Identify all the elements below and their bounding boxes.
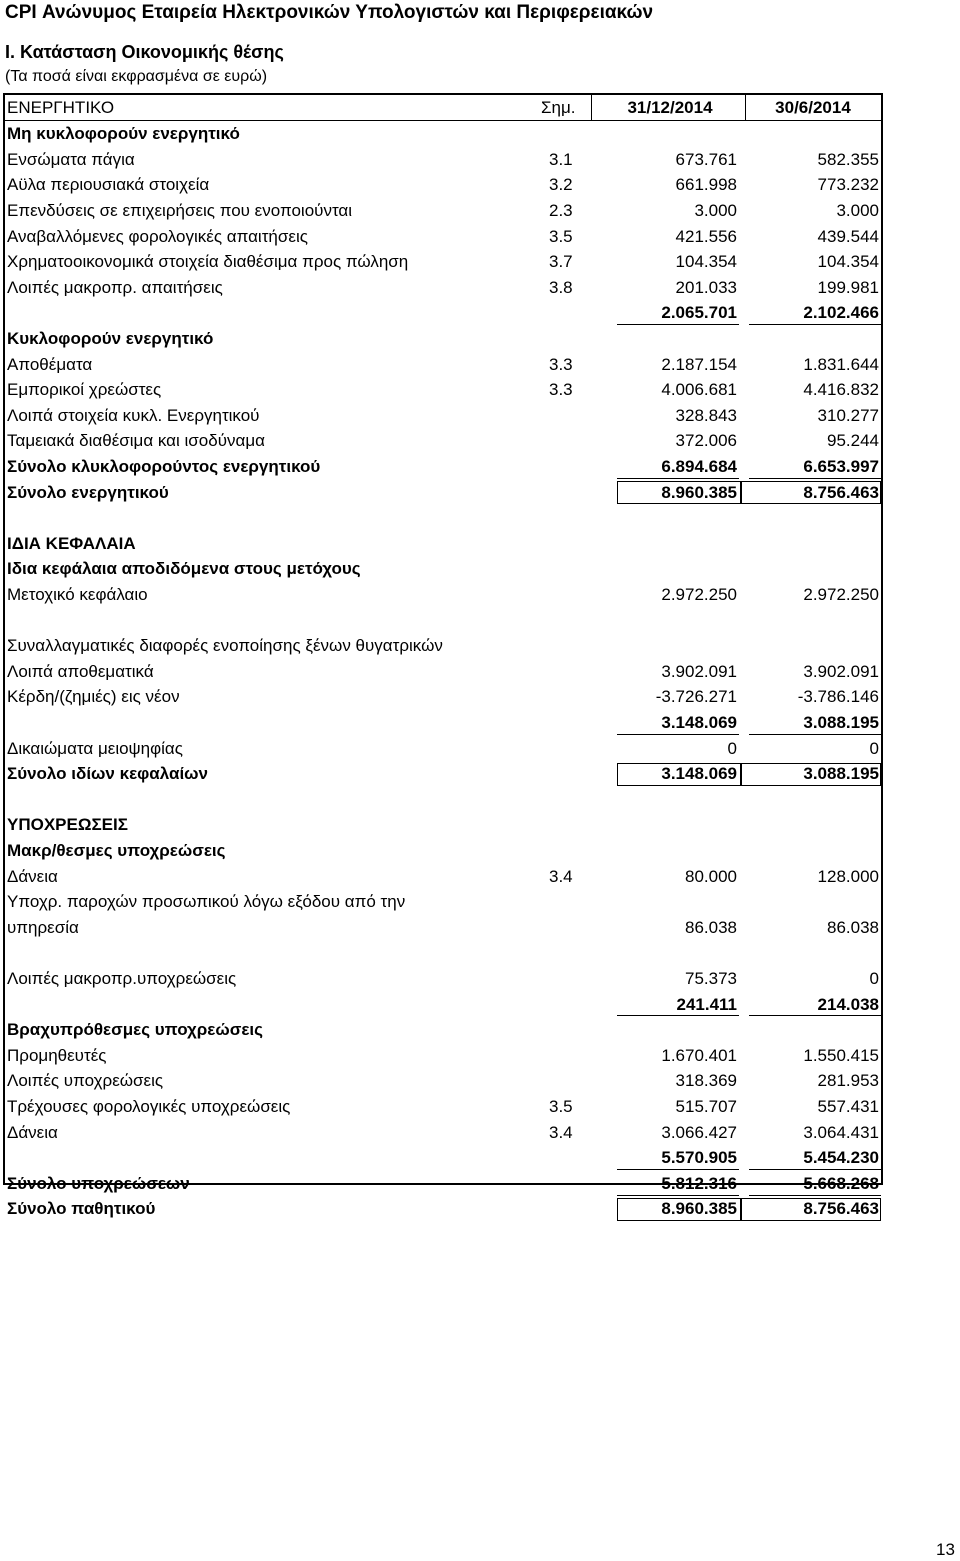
table-row xyxy=(5,250,881,276)
table-row xyxy=(5,224,881,250)
row-label xyxy=(7,710,547,736)
table-row xyxy=(5,1018,881,1044)
row-label: Σύνολο κλυκλοφορούντος ενεργητικού xyxy=(7,457,321,477)
total-underline xyxy=(749,1015,881,1016)
row-value-2014-06-30: 4.416.832 xyxy=(803,380,879,400)
row-label: Σύνολο ενεργητικού xyxy=(7,482,169,502)
table-row xyxy=(5,1094,881,1120)
table-row xyxy=(5,966,881,992)
row-label: Χρηματοοικονομικά στοιχεία διαθέσιμα προς πώληση xyxy=(7,252,409,272)
row-value-2014-06-30 xyxy=(749,813,879,839)
table-row xyxy=(5,838,881,864)
row-value-2014-06-30: 5.454.230 xyxy=(803,1148,879,1168)
total-box xyxy=(741,763,881,787)
row-value-2014-06-30 xyxy=(749,1018,879,1044)
row-value-2014-06-30 xyxy=(749,941,879,967)
row-label: Τρέχουσες φορολογικές υποχρεώσεις xyxy=(7,1097,291,1117)
row-value-2014-12-31: 8.960.385 xyxy=(661,1199,737,1219)
row-value-2014-06-30 xyxy=(749,890,879,916)
row-note: 3.5 xyxy=(549,226,573,246)
total-box xyxy=(617,763,741,787)
row-value-2014-12-31: 80.000 xyxy=(685,866,737,886)
row-value-2014-12-31: 104.354 xyxy=(675,252,737,272)
row-value-2014-12-31: 5.570.905 xyxy=(661,1148,737,1168)
table-row xyxy=(5,736,881,762)
total-box xyxy=(741,481,881,505)
table-row xyxy=(5,864,881,890)
row-note: 3.4 xyxy=(549,866,573,886)
row-label: Προμηθευτές xyxy=(7,1045,107,1065)
row-value-2014-06-30: 2.972.250 xyxy=(803,585,879,605)
total-box xyxy=(617,1198,741,1222)
row-value-2014-06-30: 0 xyxy=(869,738,879,758)
table-row xyxy=(5,890,881,916)
table-row xyxy=(5,659,881,685)
table-row xyxy=(5,1146,881,1172)
table-row xyxy=(5,429,881,455)
table-row xyxy=(5,787,881,813)
row-label: Μετοχικό κεφάλαιο xyxy=(7,585,148,605)
row-label: Λοιπές μακροπρ. απαιτήσεις xyxy=(7,277,223,297)
row-value-2014-06-30: 1.550.415 xyxy=(803,1045,879,1065)
row-value-2014-12-31: 75.373 xyxy=(685,969,737,989)
table-row xyxy=(5,710,881,736)
row-value-2014-06-30: 86.038 xyxy=(827,917,879,937)
row-value-2014-06-30: 3.902.091 xyxy=(803,661,879,681)
row-value-2014-12-31: 5.812.316 xyxy=(661,1173,737,1193)
row-value-2014-12-31: 515.707 xyxy=(675,1097,737,1117)
total-underline xyxy=(617,734,739,735)
row-value-2014-12-31: 1.670.401 xyxy=(661,1045,737,1065)
row-value-2014-12-31: 241.411 xyxy=(676,994,737,1014)
row-value-2014-06-30: 2.102.466 xyxy=(803,303,879,323)
row-value-2014-12-31 xyxy=(593,941,737,967)
row-label: Υποχρ. παροχών προσωπικού λόγω εξόδου από την xyxy=(7,892,406,912)
row-label: Ταμειακά διαθέσιμα και ισοδύναμα xyxy=(7,431,265,451)
row-label xyxy=(7,992,547,1018)
row-label: Λοιπά αποθεματικά xyxy=(7,661,154,681)
row-label: Αναβαλλόμενες φορολογικές απαιτήσεις xyxy=(7,226,308,246)
row-value-2014-12-31: 86.038 xyxy=(685,917,737,937)
row-value-2014-06-30 xyxy=(749,122,879,148)
table-row xyxy=(5,173,881,199)
table-row xyxy=(5,198,881,224)
row-label: υπηρεσία xyxy=(7,917,79,937)
row-value-2014-12-31: 2.065.701 xyxy=(661,303,737,323)
total-underline xyxy=(617,324,739,325)
header-date-1: 31/12/2014 xyxy=(627,97,713,117)
row-value-2014-12-31 xyxy=(593,634,737,660)
table-row xyxy=(5,122,881,148)
row-value-2014-06-30: 8.756.463 xyxy=(803,482,879,502)
row-note: 3.3 xyxy=(549,354,573,374)
row-label: Σύνολο ιδίων κεφαλαίων xyxy=(7,764,208,784)
row-value-2014-12-31 xyxy=(593,890,737,916)
table-row xyxy=(5,480,881,506)
row-label: Σύνολο υποχρεώσεων xyxy=(7,1173,190,1193)
table-row xyxy=(5,506,881,532)
table-row xyxy=(5,403,881,429)
balance-sheet-table xyxy=(3,93,883,1219)
row-value-2014-06-30 xyxy=(749,531,879,557)
row-label: Λοιπές μακροπρ.υποχρεώσεις xyxy=(7,969,237,989)
row-value-2014-12-31: 4.006.681 xyxy=(661,380,737,400)
row-value-2014-12-31 xyxy=(593,608,737,634)
row-value-2014-12-31: 421.556 xyxy=(675,226,737,246)
row-value-2014-12-31: -3.726.271 xyxy=(655,687,737,707)
total-underline xyxy=(617,1015,739,1016)
row-value-2014-06-30 xyxy=(749,506,879,532)
row-label: Βραχυπρόθεσμες υποχρεώσεις xyxy=(7,1020,263,1040)
table-row xyxy=(5,915,881,941)
row-value-2014-06-30: 214.038 xyxy=(817,994,879,1014)
row-value-2014-12-31: 661.998 xyxy=(675,175,737,195)
table-row xyxy=(5,1043,881,1069)
table-row xyxy=(5,531,881,557)
row-value-2014-06-30 xyxy=(749,787,879,813)
total-underline xyxy=(749,734,881,735)
row-value-2014-12-31: 2.187.154 xyxy=(661,354,737,374)
row-value-2014-06-30: 310.277 xyxy=(817,405,879,425)
table-row xyxy=(5,762,881,788)
row-value-2014-06-30: 128.000 xyxy=(817,866,879,886)
row-value-2014-06-30: 8.756.463 xyxy=(803,1199,879,1219)
row-value-2014-06-30: 3.000 xyxy=(836,201,879,221)
row-value-2014-06-30: 557.431 xyxy=(817,1097,879,1117)
row-value-2014-12-31 xyxy=(593,1018,737,1044)
total-underline xyxy=(617,478,739,479)
table-row xyxy=(5,1171,881,1197)
row-label xyxy=(7,506,547,532)
row-label: Δάνεια xyxy=(7,866,58,886)
row-value-2014-12-31 xyxy=(593,557,737,583)
document-title: CPI Ανώνυμος Εταιρεία Ηλεκτρονικών Υπολογιστών και Περιφερειακών xyxy=(5,2,654,23)
total-underline xyxy=(749,324,881,325)
total-underline xyxy=(749,1169,881,1170)
row-value-2014-12-31 xyxy=(593,326,737,352)
row-value-2014-06-30: 95.244 xyxy=(827,431,879,451)
row-value-2014-06-30: 199.981 xyxy=(817,277,879,297)
row-label: Λοιπές υποχρεώσεις xyxy=(7,1071,164,1091)
row-label xyxy=(7,1146,547,1172)
total-underline xyxy=(617,1169,739,1170)
row-value-2014-12-31: 8.960.385 xyxy=(661,482,737,502)
table-row xyxy=(5,454,881,480)
row-note: 3.7 xyxy=(549,252,573,272)
header-note-label: Σημ. xyxy=(541,97,576,117)
currency-note: (Τα ποσά είναι εκφρασμένα σε ευρώ) xyxy=(5,68,268,85)
row-note: 3.1 xyxy=(549,149,573,169)
table-row xyxy=(5,941,881,967)
row-value-2014-06-30 xyxy=(749,608,879,634)
total-underline xyxy=(749,1195,881,1196)
row-value-2014-12-31: 3.000 xyxy=(694,201,737,221)
row-value-2014-06-30: 1.831.644 xyxy=(803,354,879,374)
table-row xyxy=(5,275,881,301)
row-value-2014-06-30 xyxy=(749,557,879,583)
row-note: 2.3 xyxy=(549,201,573,221)
row-label: Εμπορικοί χρεώστες xyxy=(7,380,162,400)
row-note: 3.4 xyxy=(549,1122,573,1142)
total-box xyxy=(741,1198,881,1222)
row-value-2014-06-30: 104.354 xyxy=(817,252,879,272)
table-row xyxy=(5,301,881,327)
row-value-2014-12-31: 372.006 xyxy=(675,431,737,451)
row-label: Κυκλοφορούν ενεργητικό xyxy=(7,329,214,349)
row-value-2014-06-30 xyxy=(749,634,879,660)
row-value-2014-12-31: 3.148.069 xyxy=(661,764,737,784)
row-value-2014-06-30 xyxy=(749,326,879,352)
row-value-2014-12-31 xyxy=(593,787,737,813)
row-value-2014-12-31: 318.369 xyxy=(675,1071,737,1091)
row-value-2014-12-31: 6.894.684 xyxy=(661,457,737,477)
row-note: 3.3 xyxy=(549,380,573,400)
table-header xyxy=(5,95,881,121)
table-row xyxy=(5,352,881,378)
table-row xyxy=(5,582,881,608)
row-label: Ιδια κεφάλαια αποδιδόμενα στους μετόχους xyxy=(7,559,361,579)
row-value-2014-12-31 xyxy=(593,838,737,864)
row-label: ΥΠΟΧΡΕΩΣΕΙΣ xyxy=(7,815,128,835)
row-label: Αϋλα περιουσιακά στοιχεία xyxy=(7,175,210,195)
row-label: Αποθέματα xyxy=(7,354,93,374)
header-assets-label: ΕΝΕΡΓΗΤΙΚΟ xyxy=(7,97,115,117)
row-value-2014-06-30: 439.544 xyxy=(817,226,879,246)
row-value-2014-06-30: -3.786.146 xyxy=(797,687,879,707)
row-label: Δικαιώματα μειοψηφίας xyxy=(7,738,183,758)
table-row xyxy=(5,378,881,404)
table-row xyxy=(5,1069,881,1095)
table-row xyxy=(5,608,881,634)
table-row xyxy=(5,634,881,660)
row-label: Μακρ/θεσμες υποχρεώσεις xyxy=(7,841,226,861)
row-label: Λοιπά στοιχεία κυκλ. Ενεργητικού xyxy=(7,405,260,425)
page-number: 13 xyxy=(936,1540,955,1559)
row-value-2014-06-30: 582.355 xyxy=(817,149,879,169)
row-value-2014-12-31 xyxy=(593,531,737,557)
row-value-2014-12-31: 3.066.427 xyxy=(661,1122,737,1142)
header-date-2: 30/6/2014 xyxy=(775,97,851,117)
row-label xyxy=(7,787,547,813)
row-value-2014-12-31: 3.148.069 xyxy=(661,713,737,733)
table-row xyxy=(5,1120,881,1146)
row-label: Συναλλαγματικές διαφορές ενοποίησης ξένων θυγατρικών xyxy=(7,636,443,656)
row-value-2014-12-31: 201.033 xyxy=(675,277,737,297)
row-label: ΙΔΙΑ ΚΕΦΑΛΑΙΑ xyxy=(7,533,136,553)
row-value-2014-06-30: 0 xyxy=(869,969,879,989)
row-label: Επενδύσεις σε επιχειρήσεις που ενοποιούνται xyxy=(7,201,353,221)
row-note: 3.5 xyxy=(549,1097,573,1117)
row-label xyxy=(7,608,547,634)
row-value-2014-06-30: 281.953 xyxy=(817,1071,879,1091)
row-label: Μη κυκλοφορούν ενεργητικό xyxy=(7,124,240,144)
table-row xyxy=(5,147,881,173)
row-value-2014-12-31: 0 xyxy=(727,738,737,758)
header-divider-cols xyxy=(745,95,746,121)
row-value-2014-06-30: 773.232 xyxy=(817,175,879,195)
row-value-2014-12-31: 328.843 xyxy=(675,405,737,425)
section-title: Ι. Κατάσταση Οικονομικής θέσης xyxy=(5,42,284,62)
table-row xyxy=(5,813,881,839)
row-value-2014-06-30: 3.064.431 xyxy=(803,1122,879,1142)
row-value-2014-12-31 xyxy=(593,122,737,148)
table-row xyxy=(5,992,881,1018)
row-note: 3.2 xyxy=(549,175,573,195)
row-label: Δάνεια xyxy=(7,1122,58,1142)
row-value-2014-06-30: 6.653.997 xyxy=(803,457,879,477)
row-label xyxy=(7,941,547,967)
total-underline xyxy=(749,478,881,479)
row-value-2014-12-31 xyxy=(593,813,737,839)
total-underline xyxy=(617,1195,739,1196)
row-value-2014-06-30 xyxy=(749,838,879,864)
row-label: Σύνολο παθητικού xyxy=(7,1199,156,1219)
row-value-2014-12-31: 673.761 xyxy=(675,149,737,169)
total-box xyxy=(617,481,741,505)
header-divider-note xyxy=(591,95,592,121)
row-value-2014-06-30: 3.088.195 xyxy=(803,713,879,733)
row-label: Ενσώματα πάγια xyxy=(7,149,135,169)
row-label: Κέρδη/(ζημιές) εις νέον xyxy=(7,687,180,707)
row-value-2014-12-31 xyxy=(593,506,737,532)
row-value-2014-06-30: 5.668.268 xyxy=(803,1173,879,1193)
table-row xyxy=(5,685,881,711)
row-value-2014-06-30: 3.088.195 xyxy=(803,764,879,784)
table-row xyxy=(5,326,881,352)
row-label xyxy=(7,301,547,327)
row-value-2014-12-31: 2.972.250 xyxy=(661,585,737,605)
table-row xyxy=(5,557,881,583)
row-note: 3.8 xyxy=(549,277,573,297)
row-value-2014-12-31: 3.902.091 xyxy=(661,661,737,681)
table-row xyxy=(5,1197,881,1223)
